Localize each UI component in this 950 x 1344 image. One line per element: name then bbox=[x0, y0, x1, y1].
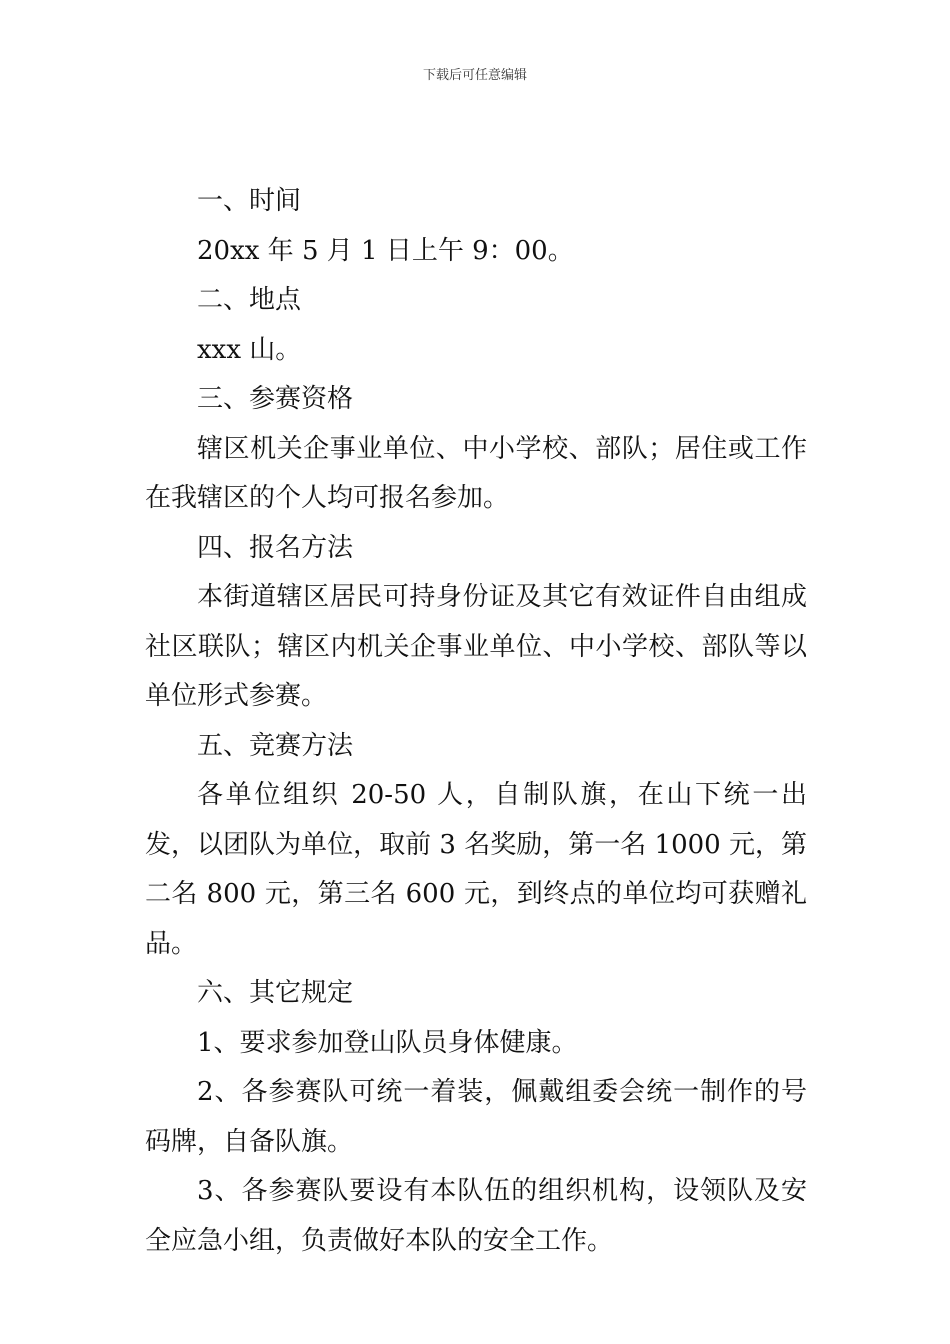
paragraph-competition: 各单位组织 20-50 人，自制队旗，在山下统一出发，以团队为单位，取前 3 名奖励，第一名 1000 元，第二名 800 元，第三名 600 元，到终点的单位均可获赠礼品。 bbox=[145, 780, 807, 959]
paragraph-time-value: 20xx 年 5 月 1 日上午 9：00。 bbox=[197, 235, 574, 266]
paragraph-rule-1: 1、要求参加登山队员身体健康。 bbox=[197, 1027, 578, 1058]
paragraph-rule-3: 3、各参赛队要设有本队伍的组织机构，设领队及安全应急小组，负责做好本队的安全工作。 bbox=[145, 1176, 807, 1256]
section-heading-other-rules: 六、其它规定 bbox=[197, 978, 354, 1008]
page-header-note: 下载后可任意编辑 bbox=[422, 68, 527, 83]
section-heading-time: 一、时间 bbox=[197, 186, 302, 216]
paragraph-rule-2: 2、各参赛队可统一着装，佩戴组委会统一制作的号码牌，自备队旗。 bbox=[145, 1077, 807, 1157]
paragraph-eligibility: 辖区机关企事业单位、中小学校、部队；居住或工作在我辖区的个人均可报名参加。 bbox=[145, 433, 807, 513]
section-heading-eligibility: 三、参赛资格 bbox=[197, 384, 354, 414]
section-heading-location: 二、地点 bbox=[197, 285, 302, 315]
paragraph-location-value: xxx 山。 bbox=[197, 334, 302, 365]
paragraph-registration: 本街道辖区居民可持身份证及其它有效证件自由组成社区联队；辖区内机关企事业单位、中小学校、部队等以单位形式参赛。 bbox=[145, 582, 807, 711]
section-heading-registration: 四、报名方法 bbox=[197, 532, 354, 563]
document-body bbox=[145, 177, 807, 1266]
section-heading-competition: 五、竞赛方法 bbox=[197, 730, 354, 761]
